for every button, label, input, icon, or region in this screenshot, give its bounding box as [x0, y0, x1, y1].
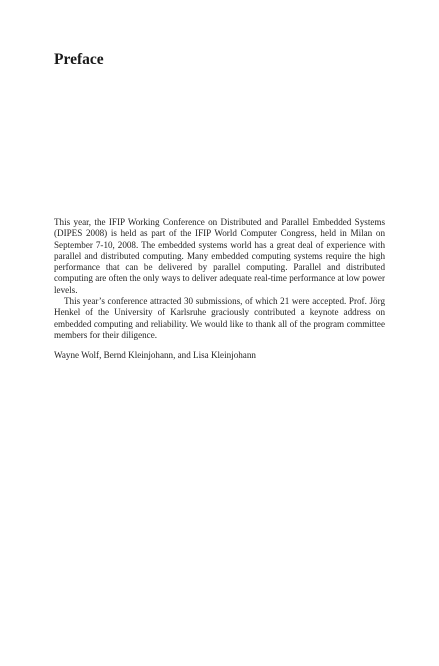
paragraph-intro: This year, the IFIP Working Conference on Distributed and Parallel Embedded Systems (DIPES 2008) is held as part of the IFIP World Computer Congress, held in Milan on September 7-10, 2008. The embedded systems world has a great deal of experience with parallel and distributed computing. Many embedded computing systems require the high performance that can be delivered by parallel computing. Parallel and distributed computing are often the only ways to deliver adequate real-time performance at low power levels.: [54, 217, 385, 295]
page-title: Preface: [54, 51, 104, 68]
author-signature: Wayne Wolf, Bernd Kleinjohann, and Lisa Kleinjohann: [54, 350, 256, 361]
paragraph-conference: This year’s conference attracted 30 submissions, of which 21 were accepted. Prof. Jörg Henkel of the University of Karlsruhe graciously contributed a keynote address on embedded computing and reliability. We would like to thank all of the program committee members for their diligence.: [54, 296, 385, 340]
preface-body: [54, 217, 385, 362]
